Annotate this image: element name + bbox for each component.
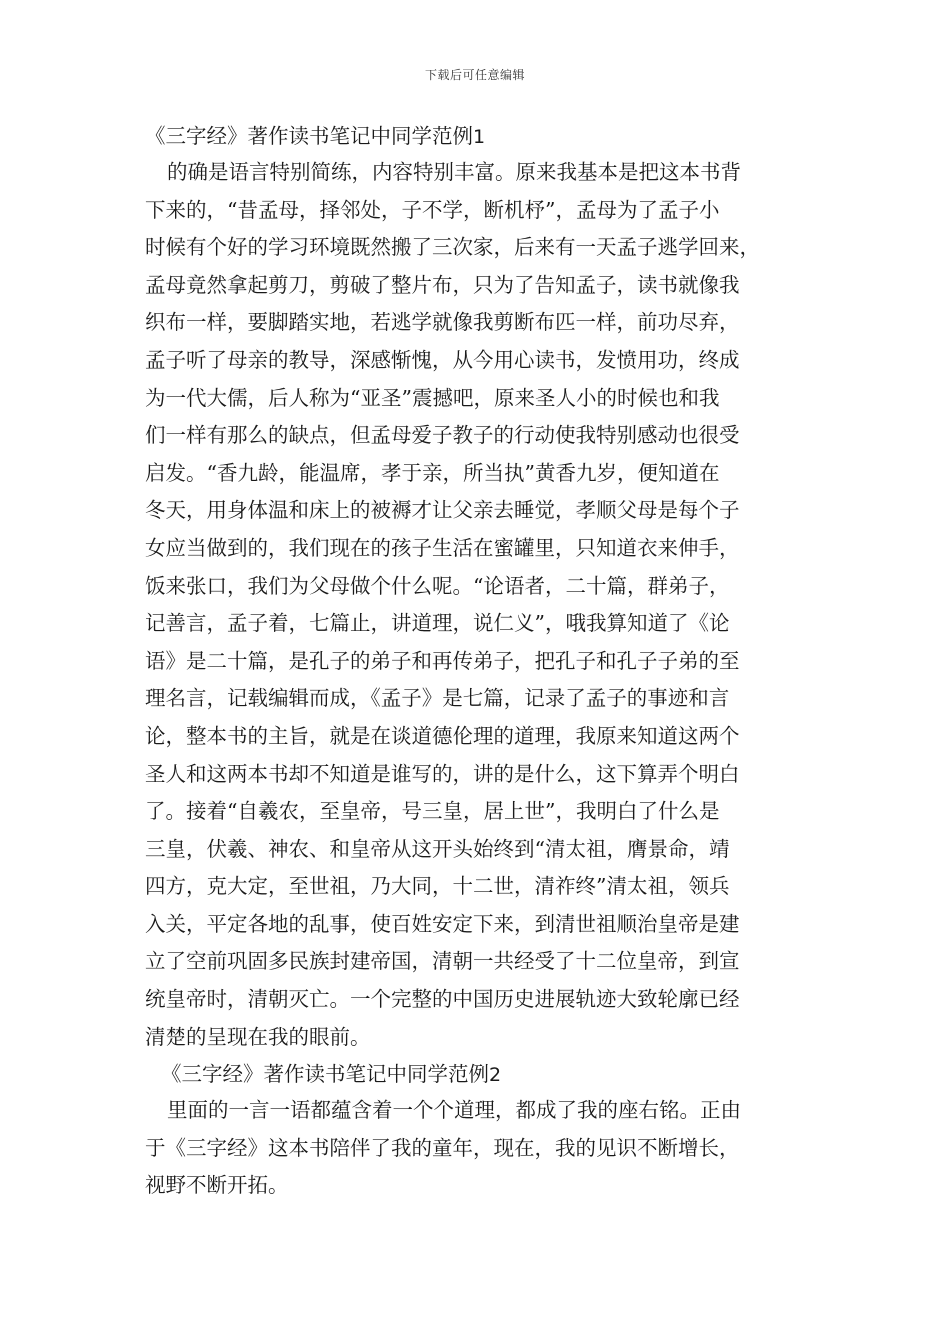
section-heading-2 [161, 1056, 813, 1092]
text-line: 时候有个好的学习环境既然搬了三次家，后来有一天孟子逃学回来， [145, 235, 760, 260]
text-line: 清楚的呈现在我的眼前。 [145, 1024, 371, 1049]
text-line: 记善言，孟子着，七篇止，讲道理，说仁义”，哦我算知道了《论 [145, 611, 730, 636]
section-number: 2 [489, 1064, 502, 1087]
section-title: 《三字经》著作读书笔记中同学范例 [161, 1062, 489, 1087]
text-line: 孟子听了母亲的教导，深感惭愧，从今用心读书，发愤用功，终成 [145, 347, 740, 372]
text-line: 的确是语言特别简练，内容特别丰富。原来我基本是把这本书背 [167, 160, 741, 184]
text-line: 语》是二十篇，是孔子的弟子和再传弟子，把孔子和孔子子弟的至 [145, 648, 740, 673]
text-line: 为一代大儒，后人称为“亚圣”震撼吧，原来圣人小的时候也和我 [145, 385, 720, 410]
text-line: 圣人和这两本书却不知道是谁写的，讲的是什么，这下算弄个明白 [145, 761, 740, 786]
text-line: 启发。“香九龄，能温席，孝于亲，所当执”黄香九岁，便知道在 [145, 460, 720, 485]
text-line: 于《三字经》这本书陪伴了我的童年，现在，我的见识不断增长， [145, 1135, 740, 1160]
text-line: 饭来张口，我们为父母做个什么呢。“论语者，二十篇，群弟子， [145, 573, 730, 598]
section-heading-1 [145, 118, 813, 154]
section-paragraph-2 [145, 1092, 813, 1205]
text-line: 下来的，“昔孟母，择邻处，子不学，断机杼”，孟母为了孟子小 [145, 197, 720, 222]
text-line: 孟母竟然拿起剪刀，剪破了整片布，只为了告知孟子，读书就像我 [145, 272, 740, 297]
text-line: 入关，平定各地的乱事，使百姓安定下来，到清世祖顺治皇帝是建 [145, 911, 740, 936]
text-line: 里面的一言一语都蕴含着一个个道理，都成了我的座右铭。正由 [167, 1098, 741, 1123]
section-title: 《三字经》著作读书笔记中同学范例 [145, 124, 473, 148]
text-line: 女应当做到的，我们现在的孩子生活在蜜罐里，只知道衣来伸手， [145, 535, 740, 560]
page-header: 下载后可任意编辑 [424, 68, 525, 82]
text-line: 理名言，记载编辑而成，《孟子》是七篇，记录了孟子的事迹和言 [145, 686, 730, 711]
text-line: 了。接着“自羲农，至皇帝，号三皇，居上世”，我明白了什么是 [145, 799, 720, 824]
text-line: 冬天，用身体温和床上的被褥才让父亲去睡觉，孝顺父母是每个子 [145, 498, 740, 523]
document-body [145, 118, 813, 1205]
text-line: 立了空前巩固多民族封建帝国，清朝一共经受了十二位皇帝，到宣 [145, 949, 740, 974]
text-line: 三皇，伏羲、神农、和皇帝从这开头始终到“清太祖，膺景命，靖 [145, 836, 730, 861]
text-line: 论，整本书的主旨，就是在谈道德伦理的道理，我原来知道这两个 [145, 723, 740, 748]
text-line: 织布一样，要脚踏实地，若逃学就像我剪断布匹一样，前功尽弃， [145, 310, 740, 335]
text-line: 四方，克大定，至世祖，乃大同，十二世，清祚终”清太祖，领兵 [145, 874, 730, 899]
text-line: 们一样有那么的缺点，但孟母爱子教子的行动使我特别感动也很受 [145, 423, 740, 448]
text-line: 统皇帝时，清朝灭亡。一个完整的中国历史进展轨迹大致轮廓已经 [145, 987, 740, 1012]
text-line: 视野不断开拓。 [145, 1173, 289, 1198]
section-number: 1 [473, 126, 486, 148]
section-paragraph-1 [145, 154, 813, 1056]
